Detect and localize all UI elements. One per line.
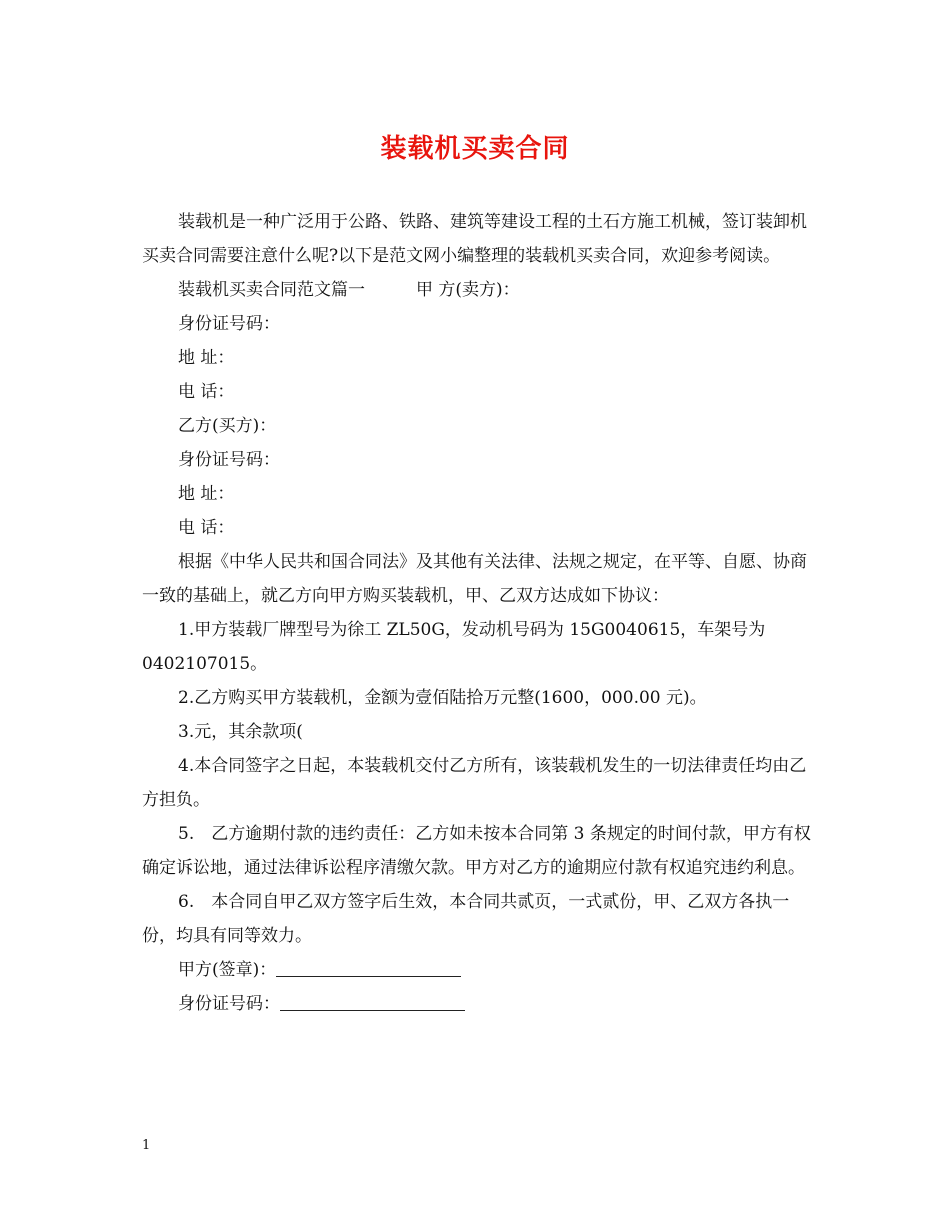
- party-a-address: 地 址：: [178, 348, 235, 368]
- party-a-id-number: 身份证号码：: [178, 314, 280, 334]
- party-a-heading: 装载机买卖合同范文篇一 甲 方(卖方)：: [178, 280, 520, 300]
- signature-blank-party-a: [276, 956, 461, 977]
- signature-line-party-a: [142, 953, 822, 987]
- party-b-address: 地 址：: [178, 484, 235, 504]
- signature-blank-id-number: [280, 990, 465, 1011]
- clause-1: 1.甲方装载厂牌型号为徐工 ZL50G，发动机号码为 15G0040615，车架号为 0402107015。: [142, 620, 766, 674]
- party-a-phone: 电 话：: [178, 382, 235, 402]
- clause-3: 3.元，其余款项(: [178, 722, 303, 742]
- clause-2: 2.乙方购买甲方装载机，金额为壹佰陆拾万元整(1600，000.00 元)。: [178, 688, 707, 708]
- document-body: [142, 205, 822, 1021]
- party-b-phone: 电 话：: [178, 518, 235, 538]
- clause-5: 5. 乙方逾期付款的违约责任：乙方如未按本合同第 3 条规定的时间付款，甲方有权确定诉讼地，通过法律诉讼程序清缴欠款。甲方对乙方的逾期应付款有权追究违约利息。: [142, 824, 811, 878]
- signature-label-id-number: 身份证号码：: [178, 994, 280, 1014]
- party-b-id-number: 身份证号码：: [178, 450, 280, 470]
- legal-basis-paragraph: 根据《中华人民共和国合同法》及其他有关法律、法规之规定，在平等、自愿、协商一致的基础上，就乙方向甲方购买装载机，甲、乙双方达成如下协议：: [142, 552, 807, 606]
- clause-4: 4.本合同签字之日起，本装载机交付乙方所有，该装载机发生的一切法律责任均由乙方担负。: [142, 756, 807, 810]
- intro-paragraph: 装载机是一种广泛用于公路、铁路、建筑等建设工程的土石方施工机械，签订装卸机买卖合同需要注意什么呢?以下是范文网小编整理的装载机买卖合同，欢迎参考阅读。: [142, 212, 807, 266]
- party-b-heading: 乙方(买方)：: [178, 416, 277, 436]
- document-title: 装载机买卖合同: [380, 134, 570, 164]
- signature-line-id-number: [142, 987, 822, 1021]
- signature-label-party-a: 甲方(签章)：: [178, 960, 277, 980]
- page-number: 1: [142, 1138, 151, 1153]
- clause-6: 6. 本合同自甲乙双方签字后生效，本合同共贰页，一式贰份，甲、乙双方各执一份，均具有同等效力。: [142, 892, 790, 946]
